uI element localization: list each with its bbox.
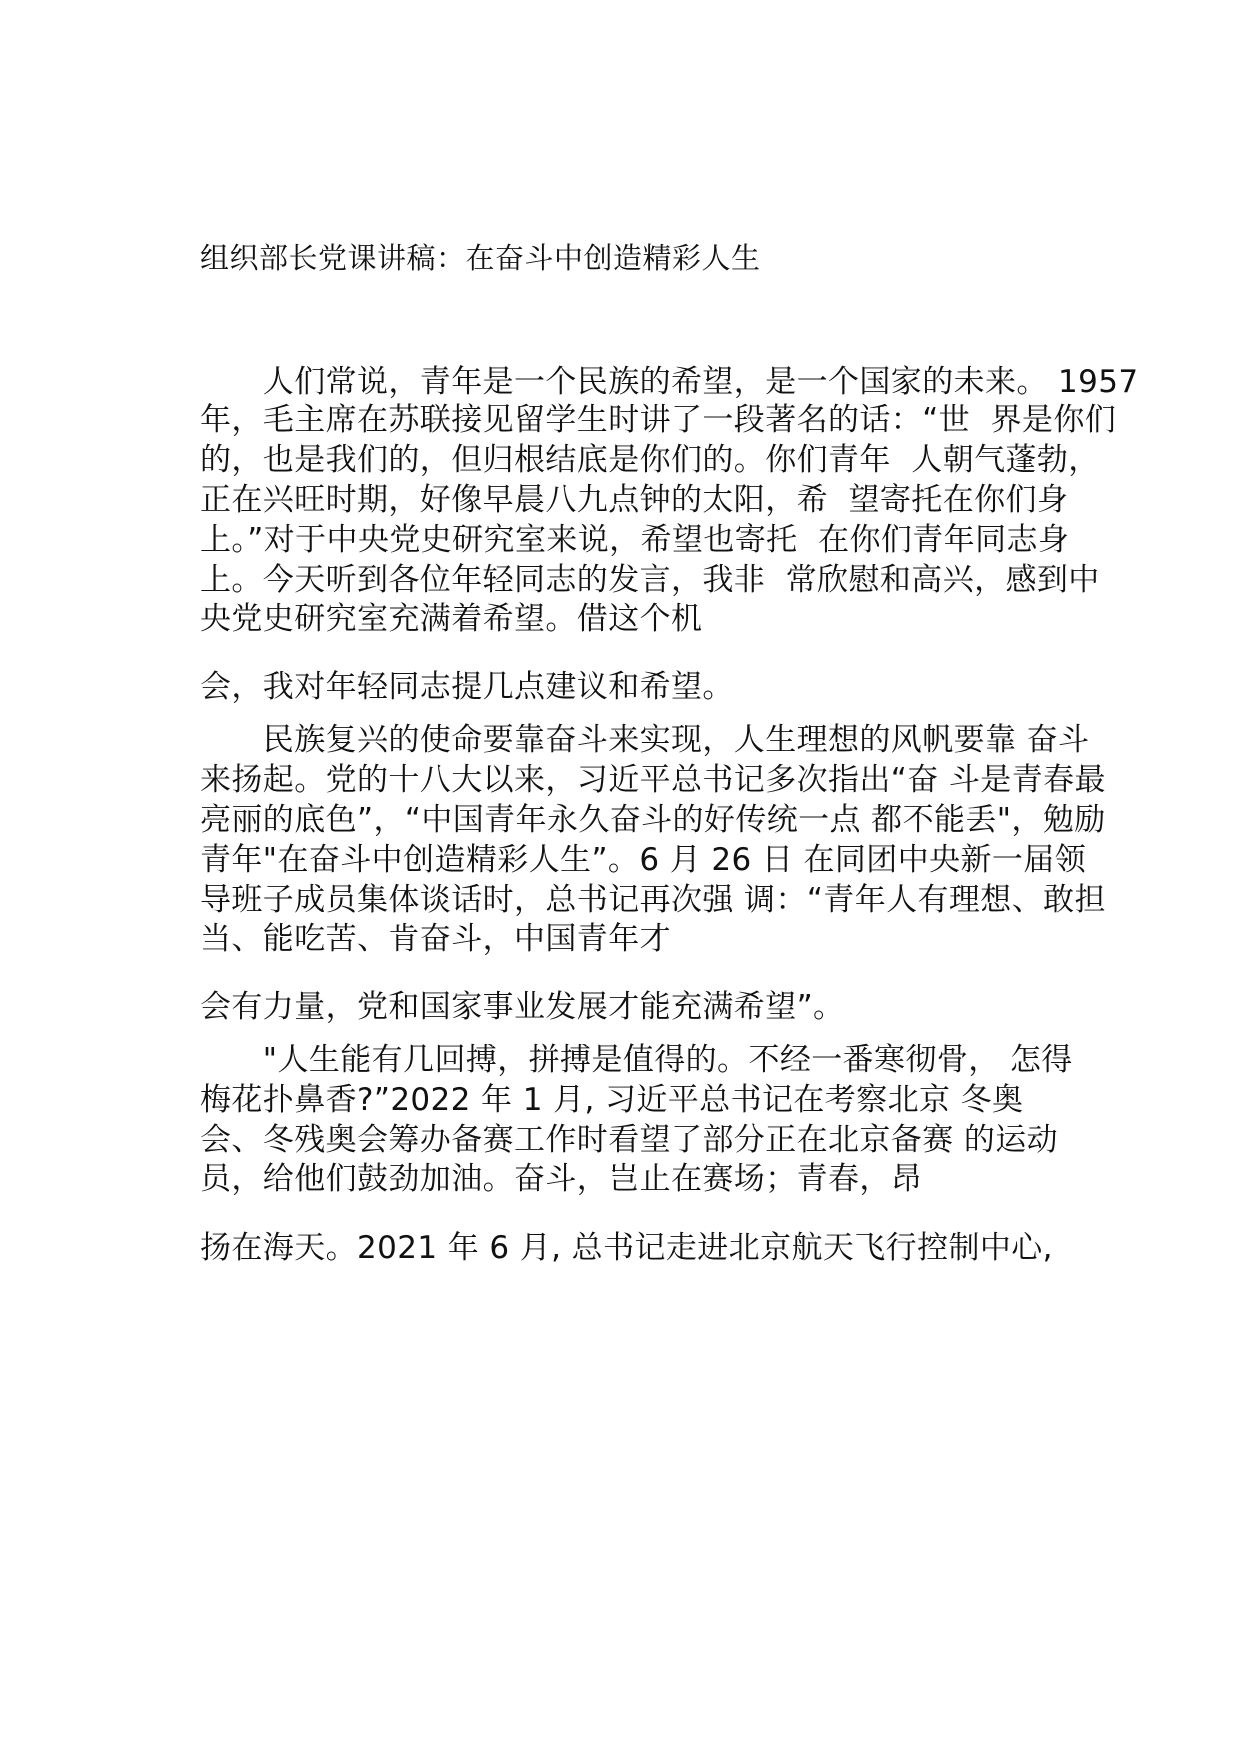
paragraph-1-line-6: 上。今天听到各位年轻同志的发言，我非 常欣慰和高兴，感到中 (200, 562, 1100, 598)
paragraph-3-line-4: 青年"在奋斗中创造精彩人生”。6 月 26 日 在同团中央新一届领 (200, 842, 1087, 878)
paragraph-1-line-5: 上。”对于中央党史研究室来说，希望也寄托 在你们青年同志身 (200, 522, 1070, 558)
paragraph-3-line-5: 导班子成员集体谈话时，总书记再次强 调：“青年人有理想、敢担 (200, 882, 1106, 918)
paragraph-6-line-1: 扬在海天。2021 年 6 月, 总书记走进北京航天飞行控制中心, (200, 1230, 1053, 1266)
paragraph-4-line-1: 会有力量，党和国家事业发展才能充满希望”。 (200, 989, 845, 1025)
paragraph-5-line-3: 会、冬残奥会筹办备赛工作时看望了部分正在北京备赛 的运动 (200, 1122, 1059, 1158)
paragraph-5-line-4: 员，给他们鼓劲加油。奋斗，岂止在赛场；青春，昂 (200, 1161, 923, 1197)
paragraph-1-line-2: 年，毛主席在苏联接见留学生时讲了一段著名的话：“世 界是你们 (200, 402, 1117, 438)
paragraph-3-line-3: 亮丽的底色”，“中国青年永久奋斗的好传统一点 都不能丢"，勉励 (200, 802, 1106, 838)
paragraph-1-line-4: 正在兴旺时期，好像早晨八九点钟的太阳，希 望寄托在你们身 (200, 482, 1069, 518)
paragraph-1-line-1: 人们常说，青年是一个民族的希望，是一个国家的未来。 1957 (200, 364, 1139, 400)
paragraph-3-line-1: 民族复兴的使命要靠奋斗来实现，人生理想的风帆要靠 奋斗 (200, 722, 1090, 758)
paragraph-3-line-2: 来扬起。党的十八大以来，习近平总书记多次指出“奋 斗是青春最 (200, 762, 1106, 798)
paragraph-1-line-7: 央党史研究室充满着希望。借这个机 (200, 601, 703, 637)
paragraph-5-line-1: "人生能有几回搏，拼搏是值得的。不经一番寒彻骨， 怎得 (200, 1042, 1073, 1078)
paragraph-5-line-2: 梅花扑鼻香?”2022 年 1 月, 习近平总书记在考察北京 冬奥 (200, 1082, 1024, 1118)
paragraph-1-line-3: 的，也是我们的，但归根结底是你们的。你们青年 人朝气蓬勃， (200, 442, 1100, 478)
paragraph-2-line-1: 会，我对年轻同志提几点建议和希望。 (200, 669, 734, 705)
paragraph-3-line-6: 当、能吃苦、肯奋斗，中国青年才 (200, 921, 671, 957)
document-title: 组织部长党课讲稿：在奋斗中创造精彩人生 (200, 241, 761, 275)
